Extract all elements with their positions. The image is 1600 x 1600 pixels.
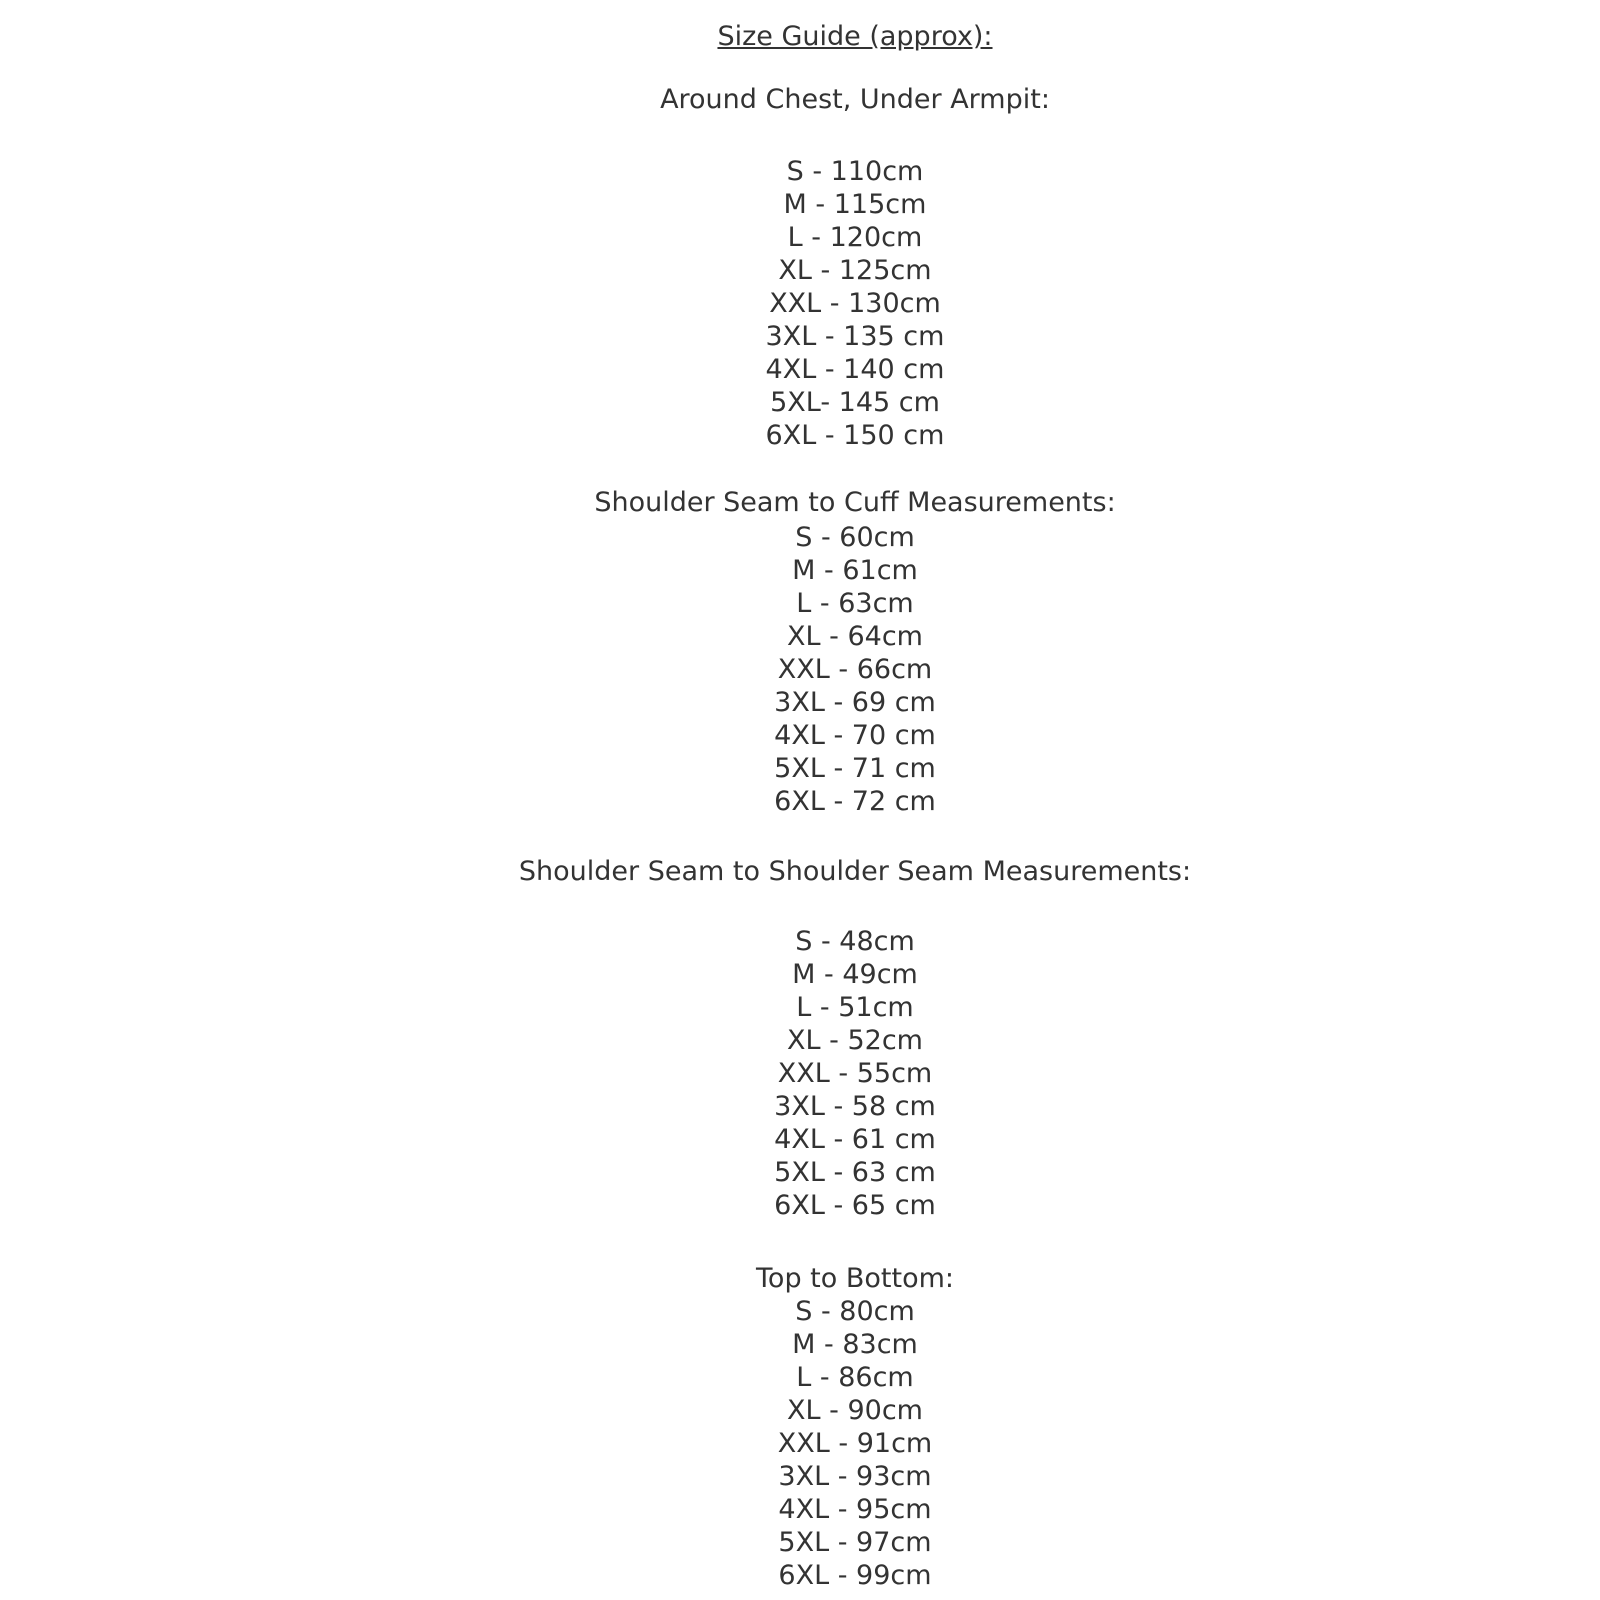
measurement-item: 6XL - 99cm bbox=[778, 1560, 932, 1591]
measurement-item: M - 49cm bbox=[792, 959, 918, 990]
measurement-item: M - 83cm bbox=[792, 1329, 918, 1360]
measurement-item: 4XL - 95cm bbox=[778, 1494, 932, 1525]
measurement-item: XXL - 55cm bbox=[777, 1058, 933, 1089]
measurement-item: 6XL - 65 cm bbox=[774, 1190, 936, 1221]
measurement-item: 3XL - 69 cm bbox=[774, 687, 936, 718]
measurement-item: 6XL - 150 cm bbox=[765, 420, 945, 451]
measurement-list-around-chest bbox=[55, 155, 1600, 452]
section-heading-shoulder-to-cuff: Shoulder Seam to Cuff Measurements: bbox=[594, 487, 1116, 518]
measurement-item: XXL - 66cm bbox=[777, 654, 933, 685]
page-title: Size Guide (approx): bbox=[717, 21, 993, 52]
section-around-chest bbox=[55, 83, 1600, 452]
measurement-item: 5XL - 71 cm bbox=[774, 753, 936, 784]
measurement-item: L - 86cm bbox=[796, 1362, 914, 1393]
measurement-item: L - 120cm bbox=[787, 222, 923, 253]
measurement-item: L - 63cm bbox=[796, 588, 914, 619]
measurement-item: XL - 125cm bbox=[778, 255, 932, 286]
section-top-to-bottom bbox=[55, 1262, 1600, 1592]
measurement-list-top-to-bottom bbox=[55, 1295, 1600, 1592]
section-shoulder-to-shoulder bbox=[55, 855, 1600, 1222]
size-guide-document bbox=[55, 0, 1600, 1592]
measurement-item: S - 48cm bbox=[795, 926, 915, 957]
measurement-item: M - 115cm bbox=[783, 189, 927, 220]
section-shoulder-to-cuff bbox=[55, 486, 1600, 818]
measurement-item: 6XL - 72 cm bbox=[774, 786, 936, 817]
measurement-item: XL - 64cm bbox=[787, 621, 923, 652]
measurement-item: 5XL - 97cm bbox=[778, 1527, 932, 1558]
measurement-item: S - 80cm bbox=[795, 1296, 915, 1327]
measurement-item: 3XL - 93cm bbox=[778, 1461, 932, 1492]
measurement-item: M - 61cm bbox=[792, 555, 918, 586]
measurement-item: 4XL - 140 cm bbox=[765, 354, 945, 385]
section-heading-around-chest: Around Chest, Under Armpit: bbox=[660, 84, 1050, 115]
measurement-item: XXL - 91cm bbox=[777, 1428, 933, 1459]
measurement-item: 4XL - 70 cm bbox=[774, 720, 936, 751]
measurement-item: 3XL - 58 cm bbox=[774, 1091, 936, 1122]
measurement-item: XL - 52cm bbox=[787, 1025, 923, 1056]
section-heading-top-to-bottom: Top to Bottom: bbox=[756, 1263, 954, 1294]
measurement-item: 3XL - 135 cm bbox=[765, 321, 945, 352]
measurement-item: S - 60cm bbox=[795, 522, 915, 553]
measurement-item: XL - 90cm bbox=[787, 1395, 923, 1426]
measurement-item: 5XL - 63 cm bbox=[774, 1157, 936, 1188]
measurement-item: XXL - 130cm bbox=[769, 288, 941, 319]
section-heading-shoulder-to-shoulder: Shoulder Seam to Shoulder Seam Measurements: bbox=[518, 856, 1192, 887]
measurement-list-shoulder-to-cuff bbox=[55, 521, 1600, 818]
measurement-item: 5XL- 145 cm bbox=[770, 387, 940, 418]
measurement-list-shoulder-to-shoulder bbox=[55, 925, 1600, 1222]
measurement-item: L - 51cm bbox=[796, 992, 914, 1023]
measurement-item: S - 110cm bbox=[786, 156, 924, 187]
measurement-item: 4XL - 61 cm bbox=[774, 1124, 936, 1155]
